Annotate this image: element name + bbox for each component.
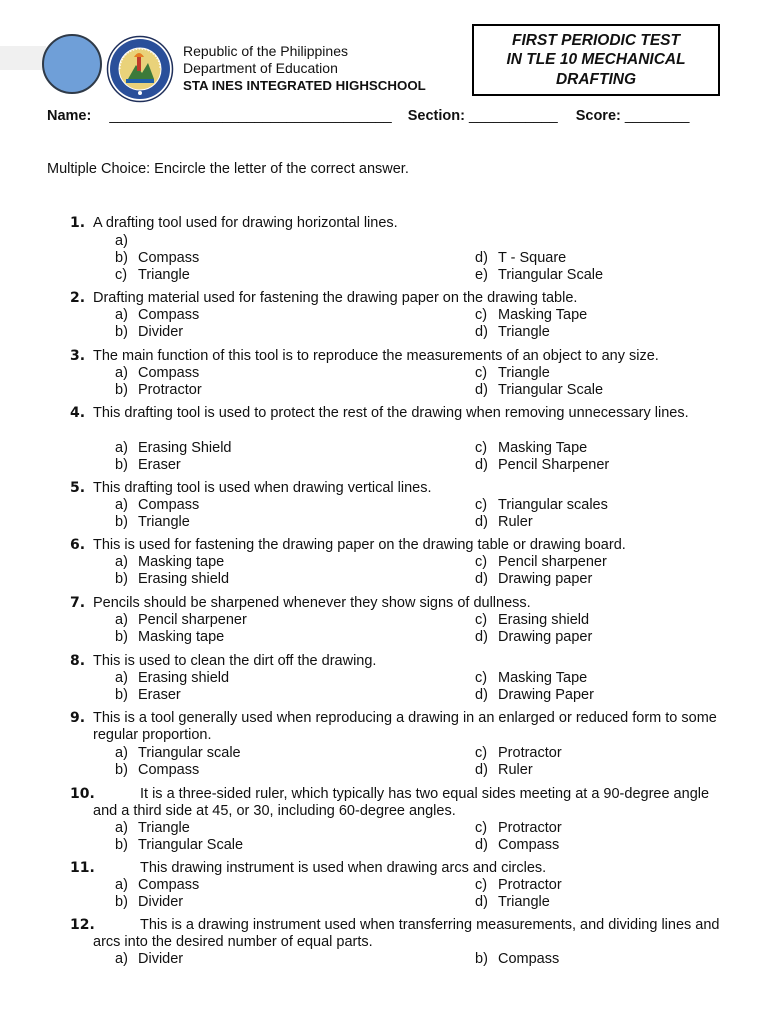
option-text: Triangle [138, 514, 190, 530]
score-blank[interactable]: ________ [624, 108, 690, 124]
option-b[interactable] [115, 894, 183, 911]
option-text: Compass [138, 497, 200, 513]
option-text: Masking Tape [498, 440, 588, 456]
option-b[interactable] [115, 382, 202, 399]
option-text: Masking tape [138, 629, 225, 645]
option-text: Erasing shield [498, 612, 590, 628]
option-text: Triangular scale [138, 745, 241, 761]
option-letter: c) [475, 307, 488, 323]
option-c[interactable] [475, 670, 587, 687]
option-d[interactable] [475, 514, 533, 531]
option-text: Divider [138, 894, 184, 910]
option-c[interactable] [475, 877, 562, 894]
option-letter: b) [115, 324, 128, 340]
name-blank[interactable]: ___________________________________ [109, 108, 392, 124]
option-a[interactable] [115, 745, 241, 762]
question-number: 11. [70, 860, 95, 876]
option-text: Triangle [498, 894, 550, 910]
option-text: Compass [498, 951, 560, 967]
option-letter: a) [115, 877, 128, 893]
option-text: Ruler [498, 514, 533, 530]
option-letter: b) [115, 514, 128, 530]
question-number: 9. [70, 710, 86, 726]
option-b[interactable] [115, 837, 243, 854]
option-text: Pencil Sharpener [498, 457, 610, 473]
option-text: Triangular Scale [138, 837, 244, 853]
option-letter: a) [115, 497, 128, 513]
option-b[interactable] [115, 457, 181, 474]
option-b[interactable] [475, 951, 559, 968]
option-a[interactable] [115, 951, 183, 968]
question-number: 1. [70, 215, 86, 231]
option-text: Eraser [138, 457, 181, 473]
option-letter: e) [475, 267, 488, 283]
option-letter: b) [115, 837, 128, 853]
question-text: This drafting tool is used to protect the rest of the drawing when removing unnecessary lines. [93, 405, 689, 421]
option-text: Masking tape [138, 554, 225, 570]
option-text: Erasing shield [138, 670, 230, 686]
option-letter: a) [115, 233, 128, 249]
option-c[interactable] [475, 820, 562, 837]
option-letter: d) [475, 324, 488, 340]
question-number: 3. [70, 348, 86, 364]
option-letter: d) [475, 837, 488, 853]
option-c[interactable] [475, 307, 587, 324]
option-a[interactable] [115, 612, 247, 629]
option-d[interactable] [475, 457, 609, 474]
question-text: Drafting material used for fastening the drawing paper on the drawing table. [93, 290, 578, 306]
option-letter: a) [115, 307, 128, 323]
option-text: Ruler [498, 762, 533, 778]
option-text: T - Square [498, 250, 567, 266]
option-text: Drawing paper [498, 571, 593, 587]
option-letter: d) [475, 457, 488, 473]
option-a[interactable] [115, 233, 138, 250]
option-text: Divider [138, 951, 184, 967]
option-text: Divider [138, 324, 184, 340]
score-label: Score: [575, 108, 621, 124]
option-letter: b) [115, 762, 128, 778]
option-d[interactable] [475, 382, 603, 399]
option-text: Pencil sharpener [498, 554, 607, 570]
option-text: Compass [498, 837, 560, 853]
title-line-3: DRAFTING [555, 70, 637, 88]
question-text: This is a drawing instrument used when transferring measurements, and dividing lines and arcs into the desired number of equal parts. [93, 917, 720, 950]
option-letter: b) [115, 894, 128, 910]
option-text: Protractor [138, 382, 202, 398]
question-text: This drafting tool is used when drawing vertical lines. [93, 480, 432, 496]
option-letter: a) [115, 951, 128, 967]
option-text: Compass [138, 877, 200, 893]
question-text: It is a three-sided ruler, which typically has two equal sides meeting at a 90-degree angle and a third side at 45, or 30, including 60-degree angles. [93, 786, 710, 819]
option-text: Protractor [498, 820, 562, 836]
option-b[interactable] [115, 762, 199, 779]
option-text: Triangle [138, 267, 190, 283]
question-number: 6. [70, 537, 86, 553]
option-text: Triangle [138, 820, 190, 836]
question-number: 4. [70, 405, 86, 421]
option-letter: c) [475, 497, 488, 513]
option-a[interactable] [115, 670, 229, 687]
option-d[interactable] [475, 629, 592, 646]
option-b[interactable] [115, 514, 190, 531]
option-d[interactable] [475, 894, 550, 911]
option-text: Erasing Shield [138, 440, 232, 456]
option-letter: b) [475, 951, 488, 967]
option-text: Drawing Paper [498, 687, 594, 703]
option-a[interactable] [115, 554, 224, 571]
option-d[interactable] [475, 324, 550, 341]
option-text: Masking Tape [498, 670, 588, 686]
option-text: Eraser [138, 687, 181, 703]
option-b[interactable] [115, 250, 199, 267]
option-text: Triangular Scale [498, 267, 604, 283]
option-letter: c) [475, 440, 488, 456]
question-number: 10. [70, 786, 95, 802]
option-letter: c) [475, 877, 488, 893]
question-text: A drafting tool used for drawing horizontal lines. [93, 215, 398, 231]
option-letter: b) [115, 457, 128, 473]
question-number: 7. [70, 595, 86, 611]
option-letter: d) [475, 382, 488, 398]
option-letter: d) [475, 250, 488, 266]
option-letter: b) [115, 382, 128, 398]
instructions: Multiple Choice: Encircle the letter of the correct answer. [47, 161, 409, 177]
option-letter: b) [115, 571, 128, 587]
option-letter: d) [475, 514, 488, 530]
option-a[interactable] [115, 497, 199, 514]
section-label: Section: [407, 108, 465, 124]
question-text: The main function of this tool is to reproduce the measurements of an object to any size. [93, 348, 659, 364]
option-text: Triangle [498, 324, 550, 340]
option-letter: a) [115, 440, 128, 456]
option-letter: c) [475, 820, 488, 836]
option-b[interactable] [115, 324, 183, 341]
question-number: 2. [70, 290, 86, 306]
name-label: Name: [47, 108, 92, 124]
option-text: Compass [138, 365, 200, 381]
question-text: This is used for fastening the drawing paper on the drawing table or drawing board. [93, 537, 626, 553]
option-letter: d) [475, 894, 488, 910]
option-a[interactable] [115, 307, 199, 324]
option-c[interactable] [475, 612, 589, 629]
option-c[interactable] [475, 440, 587, 457]
school-header [183, 43, 426, 94]
option-letter: c) [475, 554, 488, 570]
option-text: Drawing paper [498, 629, 593, 645]
option-d[interactable] [475, 571, 592, 588]
division-logo [42, 34, 102, 94]
option-letter: a) [115, 670, 128, 686]
option-letter: d) [475, 687, 488, 703]
option-c[interactable] [475, 554, 607, 571]
question-text: This is a tool generally used when reproducing a drawing in an enlarged or reduced form to some regular proportion. [93, 710, 717, 743]
option-letter: d) [475, 762, 488, 778]
option-letter: a) [115, 365, 128, 381]
option-a[interactable] [115, 365, 199, 382]
title-line-1: FIRST PERIODIC TEST [512, 31, 680, 49]
school-seal-logo [106, 35, 174, 103]
option-b[interactable] [115, 687, 181, 704]
option-c[interactable] [475, 497, 608, 514]
option-b[interactable] [115, 629, 224, 646]
republic-line: Republic of the Philippines [183, 43, 348, 59]
section-blank[interactable]: ___________ [468, 108, 558, 124]
option-letter: c) [115, 267, 128, 283]
option-text: Triangular Scale [498, 382, 604, 398]
option-d[interactable] [475, 687, 594, 704]
question-number: 12. [70, 917, 95, 933]
option-letter: b) [115, 629, 128, 645]
option-letter: a) [115, 820, 128, 836]
option-text: Erasing shield [138, 571, 230, 587]
option-d[interactable] [475, 250, 566, 267]
option-text: Triangle [498, 365, 550, 381]
option-letter: b) [115, 250, 128, 266]
test-title-box [472, 24, 720, 96]
option-text: Protractor [498, 877, 562, 893]
question-text: This is used to clean the dirt off the drawing. [93, 653, 377, 669]
question-number: 8. [70, 653, 86, 669]
test-title [506, 31, 685, 90]
option-c[interactable] [115, 267, 190, 284]
scan-smudge [0, 46, 46, 70]
option-e[interactable] [475, 267, 603, 284]
option-letter: d) [475, 571, 488, 587]
option-a[interactable] [115, 877, 199, 894]
option-text: Pencil sharpener [138, 612, 247, 628]
option-letter: a) [115, 745, 128, 761]
option-letter: c) [475, 365, 488, 381]
school-name: STA INES INTEGRATED HIGHSCHOOL [183, 78, 426, 93]
option-text: Triangular scales [498, 497, 608, 513]
option-d[interactable] [475, 837, 559, 854]
option-text: Compass [138, 762, 200, 778]
title-line-2: IN TLE 10 MECHANICAL [506, 51, 686, 69]
department-line: Department of Education [183, 60, 338, 76]
option-text: Masking Tape [498, 307, 588, 323]
option-text: Compass [138, 250, 200, 266]
option-c[interactable] [475, 745, 562, 762]
option-b[interactable] [115, 571, 229, 588]
option-c[interactable] [475, 365, 550, 382]
option-text: Protractor [498, 745, 562, 761]
option-a[interactable] [115, 440, 232, 457]
option-letter: d) [475, 629, 488, 645]
option-letter: c) [475, 670, 488, 686]
option-d[interactable] [475, 762, 533, 779]
question-number: 5. [70, 480, 86, 496]
student-info-row [47, 108, 689, 124]
option-letter: a) [115, 554, 128, 570]
option-letter: c) [475, 745, 488, 761]
option-text: Compass [138, 307, 200, 323]
option-letter: b) [115, 687, 128, 703]
option-a[interactable] [115, 820, 190, 837]
question-text: This drawing instrument is used when drawing arcs and circles. [140, 860, 547, 876]
question-text: Pencils should be sharpened whenever they show signs of dullness. [93, 595, 531, 611]
option-letter: c) [475, 612, 488, 628]
option-letter: a) [115, 612, 128, 628]
